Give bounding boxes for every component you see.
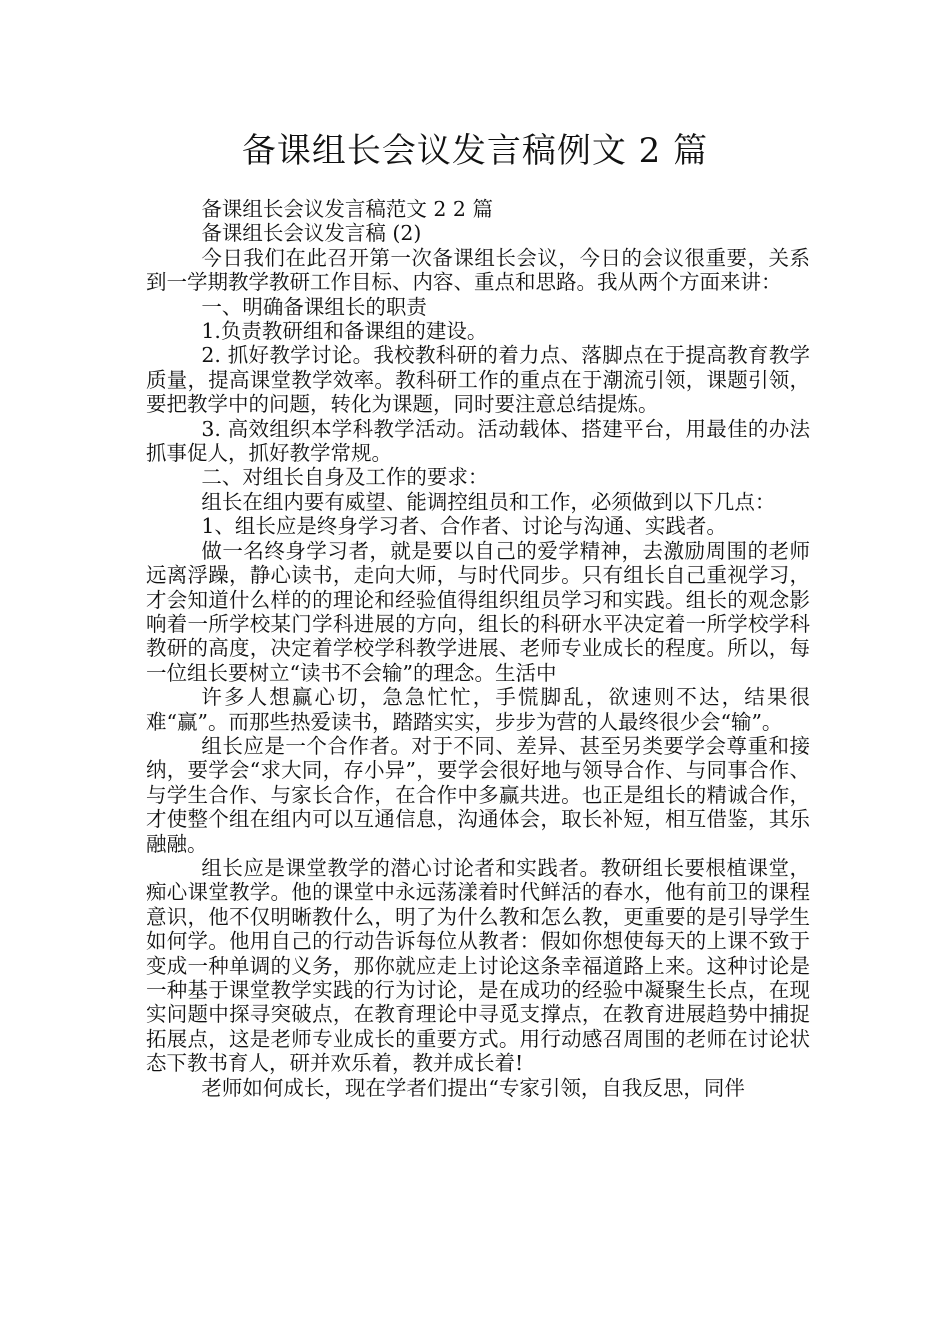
paragraph: 老师如何成长，现在学者们提出“专家引领，自我反思，同伴: [201, 1075, 745, 1100]
paragraph: 3. 高效组织本学科教学活动。活动载体、搭建平台，用最佳的办法抓事促人，抓好教学常规。: [146, 416, 810, 466]
paragraph: 1.负责教研组和备课组的建设。: [201, 319, 488, 344]
paragraph: 今日我们在此召开第一次备课组长会议，今日的会议很重要，关系到一学期教学教研工作目标、内容、重点和思路。我从两个方面来讲：: [146, 245, 810, 295]
paragraph: 组长应是课堂教学的潜心讨论者和实践者。教研组长要根植课堂，痴心课堂教学。他的课堂中永远荡漾着时代鲜活的春水，他有前卫的课程意识，他不仅明晰教什么，明了为什么教和怎么教，更重要的是引导学生如何学。他用自己的行动告诉每位从教者：假如你想使每天的上课不致于变成一种单调的义务，那你就应走上讨论这条幸福道路上来。这种讨论是一种基于课堂教学实践的行为讨论，是在成功的经验中凝聚生长点，在现实问题中探寻突破点，在教育理论中寻觅支撑点，在教育进展趋势中捕捉拓展点，这是老师专业成长的重要方式。用行动感召周围的老师在讨论状态下教书育人，研并欢乐着，教并成长着!: [146, 855, 810, 1076]
document-title: 备课组长会议发言稿例文 2 篇: [241, 131, 709, 171]
paragraph-subtitle-2: 备课组长会议发言稿 (2): [201, 221, 422, 246]
paragraph: 1、组长应是终身学习者、合作者、讨论与沟通、实践者。: [201, 514, 727, 539]
section-heading: 一、明确备课组长的职责: [201, 294, 427, 319]
document-body: [146, 197, 810, 1100]
paragraph: 许多人想赢心切，急急忙忙，手慌脚乱，欲速则不达，结果很难“赢”。而那些热爱读书，踏踏实实，步步为营的人最终很少会“输”。: [146, 685, 810, 734]
paragraph: 组长在组内要有威望、能调控组员和工作，必须做到以下几点：: [201, 489, 776, 514]
paragraph-subtitle: 备课组长会议发言稿范文 2 2 篇: [201, 197, 493, 221]
paragraph: 做一名终身学习者，就是要以自己的爱学精神，去激励周围的老师远离浮躁，静心读书，走向大师，与时代同步。只有组长自己重视学习，才会知道什么样的的理论和经验值得组织组员学习和实践。组长的观念影响着一所学校某门学科进展的方向，组长的科研水平决定着一所学校学科教研的高度，决定着学校学科教学进展、老师专业成长的程度。所以，每一位组长要树立“读书不会输”的理念。生活中: [146, 538, 810, 685]
section-heading: 二、对组长自身及工作的要求：: [201, 465, 489, 490]
paragraph: 组长应是一个合作者。对于不同、差异、甚至另类要学会尊重和接纳，要学会“求大同，存小异”，要学会很好地与领导合作、与同事合作、与学生合作、与家长合作，在合作中多赢共进。也正是组长的精诚合作，才使整个组在组内可以互通信息，沟通体会，取长补短，相互借鉴，其乐融融。: [146, 733, 810, 856]
paragraph: 2. 抓好教学讨论。我校教科研的着力点、落脚点在于提高教育教学质量，提高课堂教学效率。教科研工作的重点在于潮流引领，课题引领，要把教学中的问题，转化为课题，同时要注意总结提炼。: [146, 343, 810, 417]
